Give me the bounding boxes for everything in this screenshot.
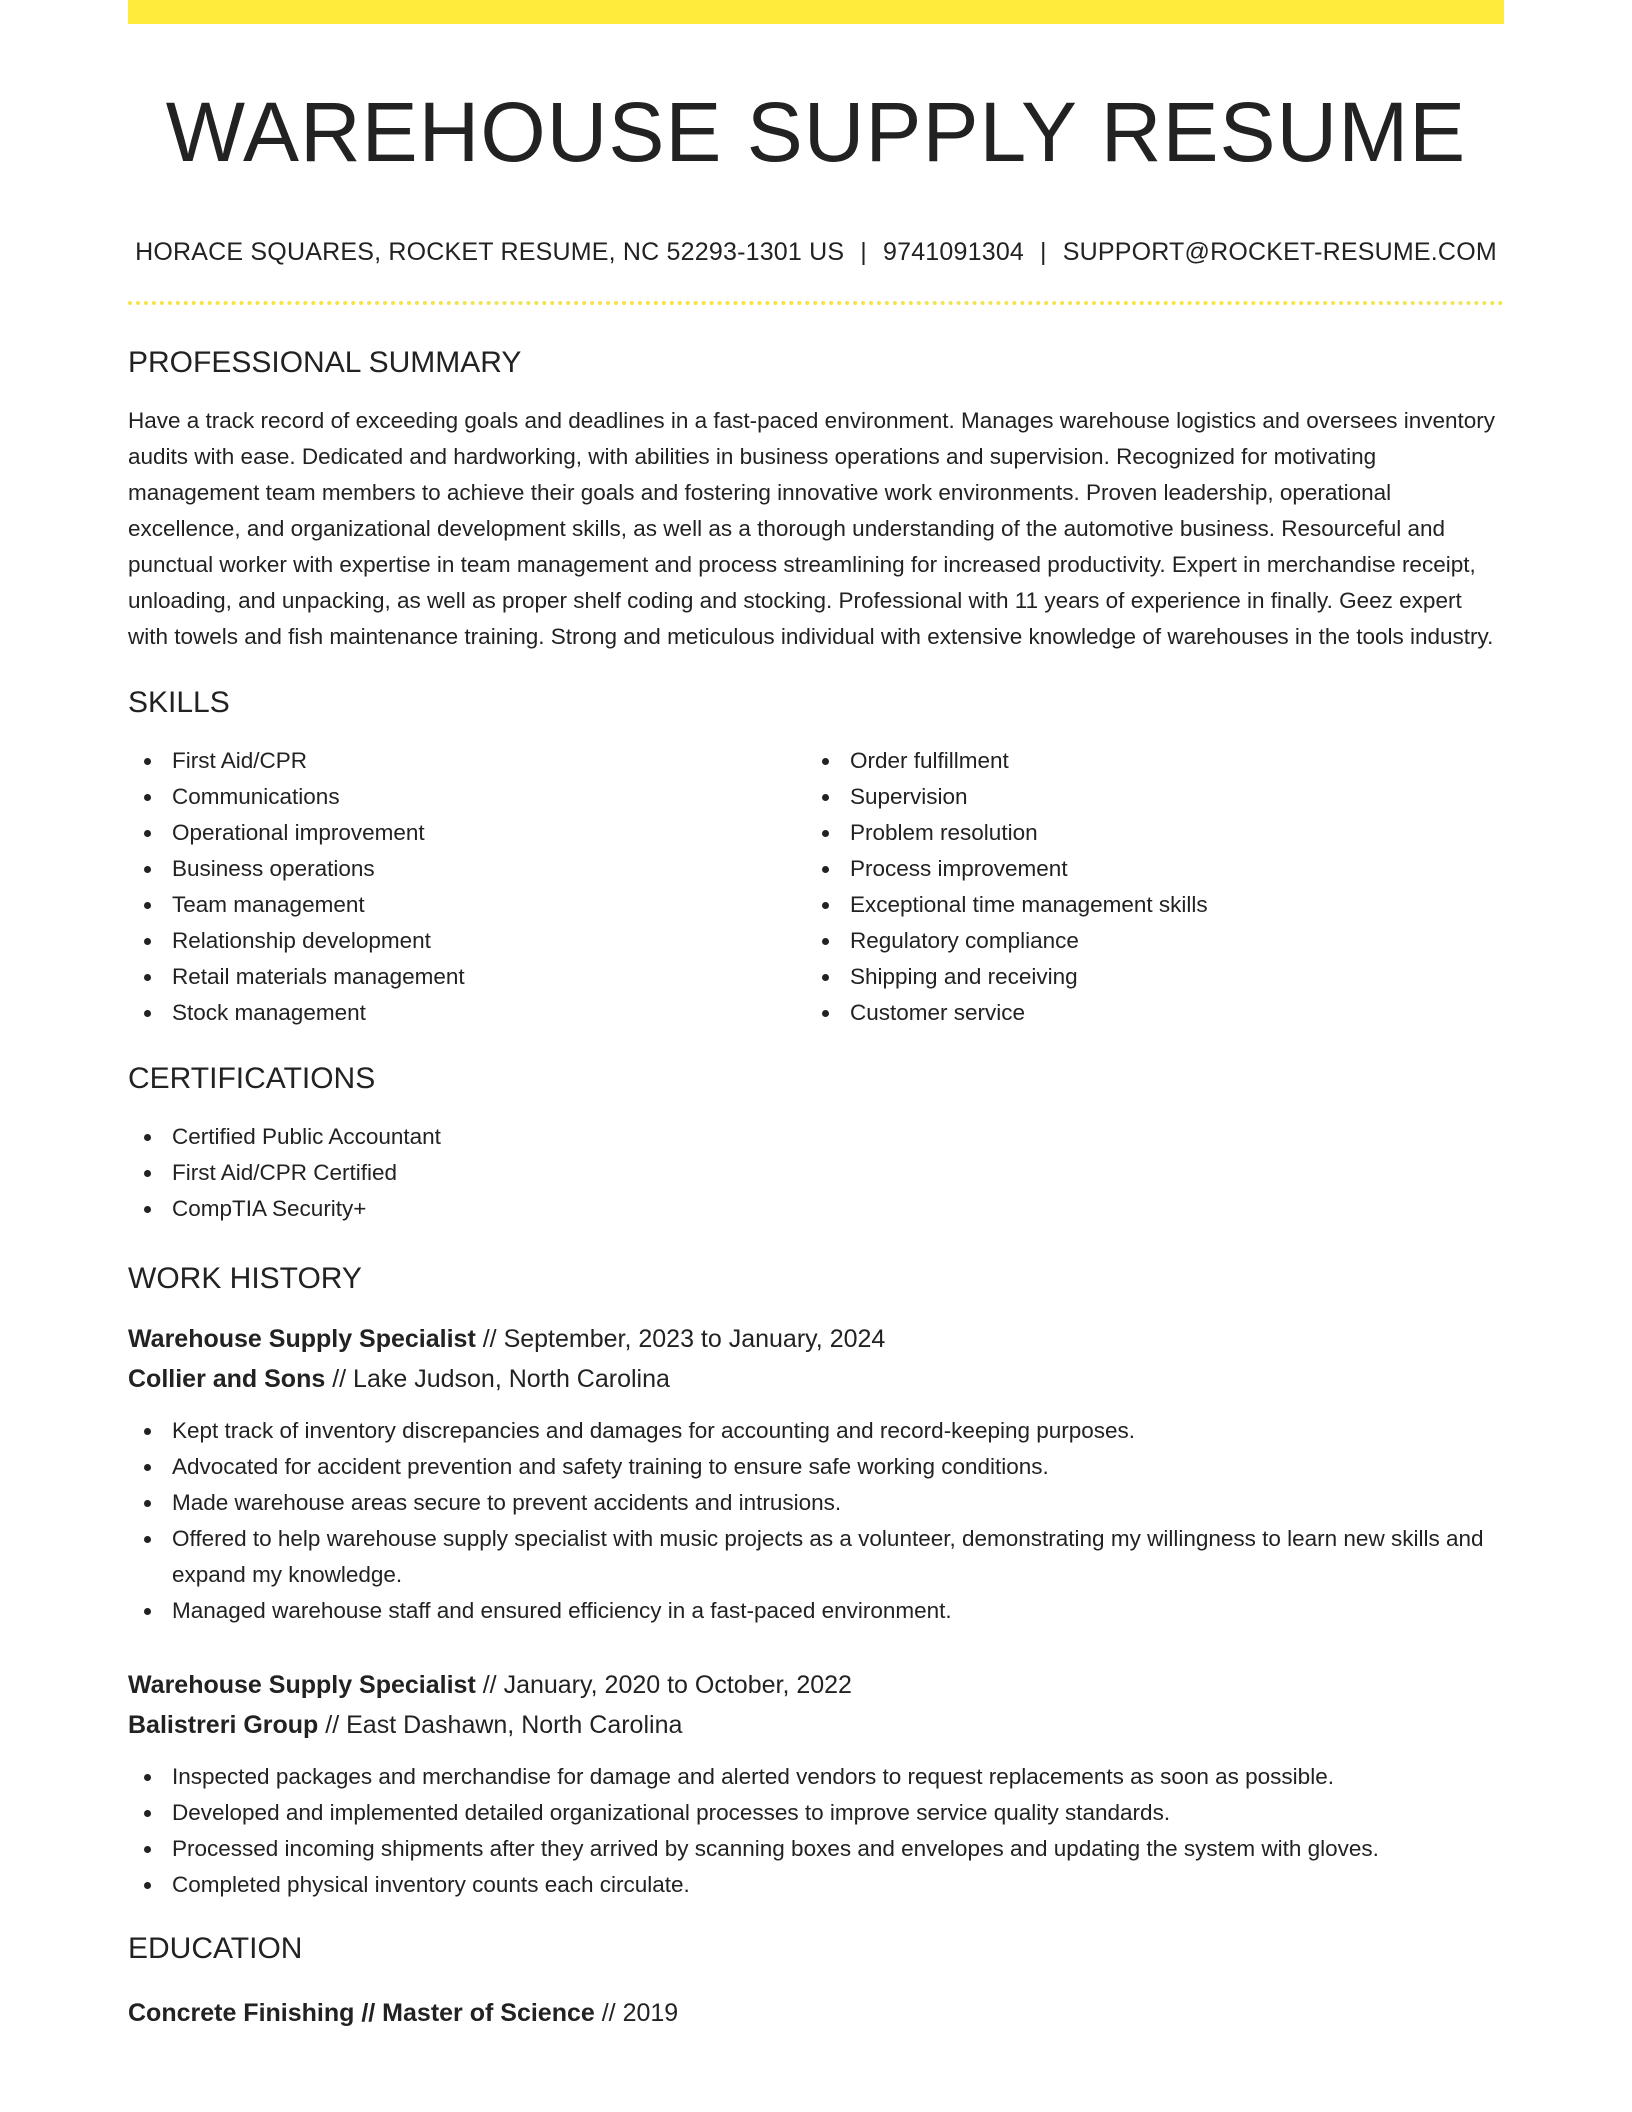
job-bullet: Developed and implemented detailed organizational processes to improve service quality standards. xyxy=(128,1795,1504,1831)
skill-item: Process improvement xyxy=(806,851,1484,887)
job-bullet: Made warehouse areas secure to prevent accidents and intrusions. xyxy=(128,1485,1504,1521)
skill-item: Customer service xyxy=(806,995,1484,1031)
job-title-line xyxy=(128,1665,1504,1705)
contact-line xyxy=(128,236,1504,268)
skills-column-right xyxy=(806,743,1484,1031)
skill-item: Exceptional time management skills xyxy=(806,887,1484,923)
skill-item: Operational improvement xyxy=(128,815,806,851)
job-bullet: Advocated for accident prevention and safety training to ensure safe working conditions. xyxy=(128,1449,1504,1485)
job-dates: // January, 2020 to October, 2022 xyxy=(475,1671,852,1699)
contact-separator: | xyxy=(860,238,867,266)
certification-item: Certified Public Accountant xyxy=(128,1119,1504,1155)
skill-item: Problem resolution xyxy=(806,815,1484,851)
job-bullet: Offered to help warehouse supply specialist with music projects as a volunteer, demonstrating my willingness to learn new skills and expand my knowledge. xyxy=(128,1521,1504,1593)
skill-item: Relationship development xyxy=(128,923,806,959)
skill-item: Communications xyxy=(128,779,806,815)
certification-item: First Aid/CPR Certified xyxy=(128,1155,1504,1191)
job-company: Collier and Sons xyxy=(128,1365,326,1393)
job-entry xyxy=(128,1665,1504,1903)
skill-item: Shipping and receiving xyxy=(806,959,1484,995)
job-bullet: Inspected packages and merchandise for damage and alerted vendors to request replacements as soon as possible. xyxy=(128,1759,1504,1795)
contact-address: HORACE SQUARES, ROCKET RESUME, NC 52293-1301 US xyxy=(135,238,845,266)
education-year: // 2019 xyxy=(594,1999,679,2027)
skill-item: Retail materials management xyxy=(128,959,806,995)
skill-item: Team management xyxy=(128,887,806,923)
skills-grid xyxy=(128,743,1504,1031)
job-bullet: Processed incoming shipments after they arrived by scanning boxes and envelopes and updating the system with gloves. xyxy=(128,1831,1504,1867)
job-bullet: Completed physical inventory counts each circulate. xyxy=(128,1867,1504,1903)
contact-separator: | xyxy=(1040,238,1047,266)
job-dates: // September, 2023 to January, 2024 xyxy=(475,1325,886,1353)
job-title: Warehouse Supply Specialist xyxy=(128,1671,476,1699)
skill-item: Regulatory compliance xyxy=(806,923,1484,959)
skills-list-left xyxy=(128,743,806,1031)
job-company-line xyxy=(128,1359,1504,1399)
job-bullets xyxy=(128,1759,1504,1903)
job-company: Balistreri Group xyxy=(128,1711,319,1739)
dotted-divider xyxy=(128,301,1504,305)
skill-item: Stock management xyxy=(128,995,806,1031)
summary-heading: PROFESSIONAL SUMMARY xyxy=(128,346,522,379)
skills-list-right xyxy=(806,743,1484,1031)
job-bullet: Managed warehouse staff and ensured efficiency in a fast-paced environment. xyxy=(128,1593,1504,1629)
job-location: // East Dashawn, North Carolina xyxy=(318,1711,683,1739)
job-bullets xyxy=(128,1413,1504,1629)
contact-email[interactable]: SUPPORT@ROCKET-RESUME.COM xyxy=(1062,238,1497,266)
education-degree: Concrete Finishing // Master of Science xyxy=(128,1999,595,2027)
skill-item: First Aid/CPR xyxy=(128,743,806,779)
job-company-line xyxy=(128,1705,1504,1745)
accent-bar xyxy=(128,0,1504,24)
resume-title: WAREHOUSE SUPPLY RESUME xyxy=(165,85,1467,179)
job-location: // Lake Judson, North Carolina xyxy=(325,1365,670,1393)
education-heading: EDUCATION xyxy=(128,1932,303,1965)
certifications-list xyxy=(128,1119,1504,1227)
job-title: Warehouse Supply Specialist xyxy=(128,1325,476,1353)
job-title-line xyxy=(128,1319,1504,1359)
skill-item: Order fulfillment xyxy=(806,743,1484,779)
certification-item: CompTIA Security+ xyxy=(128,1191,1504,1227)
skills-column-left xyxy=(128,743,806,1031)
skills-heading: SKILLS xyxy=(128,686,230,719)
certifications-heading: CERTIFICATIONS xyxy=(128,1062,376,1095)
job-entry xyxy=(128,1319,1504,1629)
contact-phone: 9741091304 xyxy=(882,238,1025,266)
work-history-heading: WORK HISTORY xyxy=(128,1262,362,1295)
education-line xyxy=(128,1993,1504,2033)
resume-page xyxy=(128,0,1504,2033)
summary-text: Have a track record of exceeding goals and deadlines in a fast-paced environment. Manages warehouse logistics and oversees inventory audits with ease. Dedicated and hardworking, with abilities in business operations and supervision. Recognized for motivating management team members to achieve their goals and fostering innovative work environments. Proven leadership, operational excellence, and organizational development skills, as well as a thorough understanding of the automotive business. Resourceful and punctual worker with expertise in team management and process streamlining for increased productivity. Expert in merchandise receipt, unloading, and unpacking, as well as proper shelf coding and stocking. Professional with 11 years of experience in finally. Geez expert with towels and fish maintenance training. Strong and meticulous individual with extensive knowledge of warehouses in the tools industry. xyxy=(128,408,1496,649)
job-bullet: Kept track of inventory discrepancies and damages for accounting and record-keeping purposes. xyxy=(128,1413,1504,1449)
skill-item: Supervision xyxy=(806,779,1484,815)
skill-item: Business operations xyxy=(128,851,806,887)
